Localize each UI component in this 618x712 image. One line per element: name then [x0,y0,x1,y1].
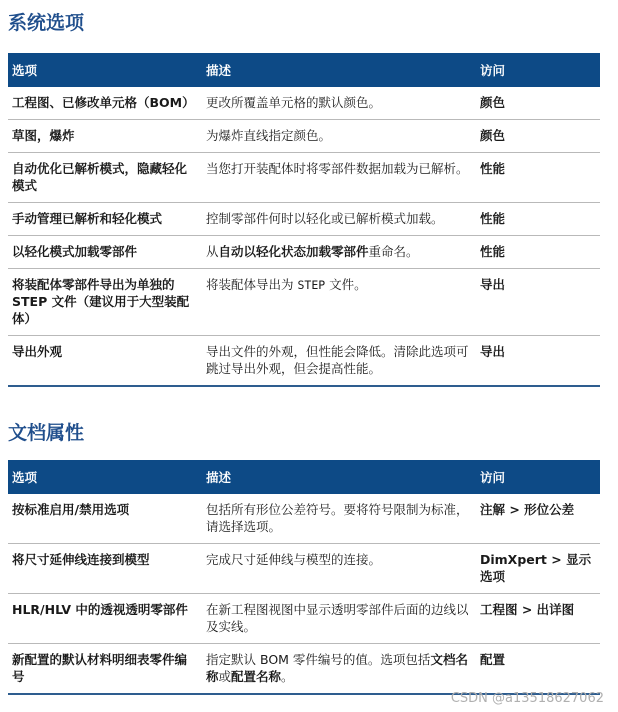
row-option: 将装配体零部件导出为单独的 STEP 文件（建议用于大型装配体） [8,269,202,336]
table-row [8,494,600,544]
row-description: 更改所覆盖单元格的默认颜色。 [202,87,476,120]
row-option: HLR/HLV 中的透视透明零部件 [8,594,202,644]
row-description: 完成尺寸延伸线与模型的连接。 [202,544,476,594]
row-access: 注解 > 形位公差 [476,494,600,544]
table-row [8,644,600,695]
row-option: 草图，爆炸 [8,120,202,153]
row-access: 颜色 [476,87,600,120]
desc-bold-text: 文档名称 [206,652,468,684]
header-access: 访问 [476,460,600,494]
desc-bold-text: 配置名称 [231,669,282,684]
document-properties-table [8,460,600,695]
row-access: DimXpert > 显示选项 [476,544,600,594]
header-access: 访问 [476,53,600,87]
row-option: 自动优化已解析模式，隐藏轻化模式 [8,153,202,203]
row-access: 导出 [476,336,600,387]
row-access: 颜色 [476,120,600,153]
header-option: 选项 [8,460,202,494]
row-description: 控制零部件何时以轻化或已解析模式加载。 [202,203,476,236]
row-option: 导出外观 [8,336,202,387]
watermark: CSDN @a13518627062 [450,691,604,706]
table-row [8,236,600,269]
desc-bold-text: 自动以轻化状态加载零部件 [218,244,369,259]
header-option: 选项 [8,53,202,87]
table-header-row [8,460,600,494]
system-options-table [8,53,600,387]
row-description: 在新工程图视图中显示透明零部件后面的边线以及实线。 [202,594,476,644]
row-access: 性能 [476,236,600,269]
desc-text: 将装配体导出为 [206,277,298,292]
row-option: 工程图、已修改单元格（BOM） [8,87,202,120]
row-access: 性能 [476,203,600,236]
desc-text: 或 [218,669,232,684]
table-header-row [8,53,600,87]
row-description [202,269,476,336]
row-description: 包括所有形位公差符号。要将符号限制为标准，请选择选项。 [202,494,476,544]
desc-text: 。 [281,669,294,684]
table-row [8,594,600,644]
row-description: 为爆炸直线指定颜色。 [202,120,476,153]
table-row [8,269,600,336]
section-title-document-properties: 文档属性 [8,422,85,444]
table-row [8,120,600,153]
row-description [202,236,476,269]
table-row [8,203,600,236]
header-description: 描述 [202,460,476,494]
desc-text: 指定默认 BOM 零件编号的值。选项包括 [206,652,431,667]
row-access: 导出 [476,269,600,336]
row-description: 导出文件的外观，但性能会降低。清除此选项可跳过导出外观，但会提高性能。 [202,336,476,387]
row-description: 当您打开装配体时将零部件数据加载为已解析。 [202,153,476,203]
row-access: 工程图 > 出详图 [476,594,600,644]
row-option: 按标准启用/禁用选项 [8,494,202,544]
row-option: 新配置的默认材料明细表零件编号 [8,644,202,695]
table-row [8,87,600,120]
desc-code-text: STEP [297,278,326,292]
table-row [8,544,600,594]
row-access: 性能 [476,153,600,203]
table-row [8,336,600,387]
row-description [202,644,476,695]
section-title-system-options: 系统选项 [8,12,85,34]
row-access: 配置 [476,644,600,695]
desc-text: 文件。 [325,277,367,292]
header-description: 描述 [202,53,476,87]
desc-text: 重命名。 [368,244,419,259]
desc-text: 从 [206,244,219,259]
row-option: 将尺寸延伸线连接到模型 [8,544,202,594]
table-row [8,153,600,203]
row-option: 手动管理已解析和轻化模式 [8,203,202,236]
row-option: 以轻化模式加载零部件 [8,236,202,269]
